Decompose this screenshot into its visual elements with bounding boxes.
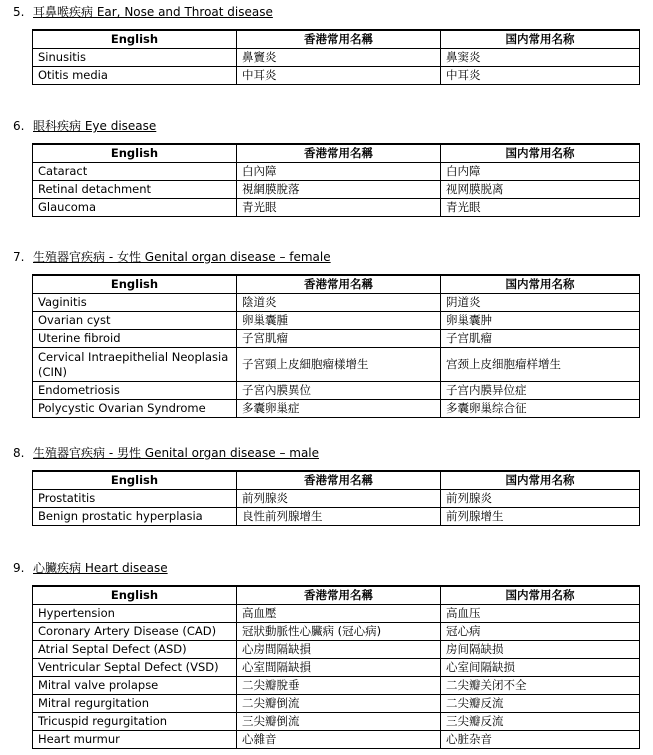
cell-hk: 二尖瓣倒流: [237, 695, 441, 713]
cell-cn: 阴道炎: [441, 294, 640, 312]
table-row: [33, 605, 640, 623]
cell-cn: 冠心病: [441, 623, 640, 641]
column-header-cn: 国内常用名称: [441, 144, 640, 163]
table-row: [33, 330, 640, 348]
column-header-cn: 国内常用名称: [441, 30, 640, 49]
cell-cn: 子宫肌瘤: [441, 330, 640, 348]
cell-hk: 子宮肌瘤: [237, 330, 441, 348]
cell-english: Cervical Intraepithelial Neoplasia (CIN): [33, 348, 237, 382]
table-row: [33, 713, 640, 731]
section-heading: [13, 4, 273, 20]
section-number: 6.: [13, 119, 25, 133]
cell-english: Otitis media: [33, 67, 237, 85]
cell-hk: 冠狀動脈性心臟病 (冠心病): [237, 623, 441, 641]
cell-hk: 陰道炎: [237, 294, 441, 312]
column-header-hk: 香港常用名稱: [237, 144, 441, 163]
cell-hk: 高血壓: [237, 605, 441, 623]
cell-english: Ventricular Septal Defect (VSD): [33, 659, 237, 677]
cell-hk: 中耳炎: [237, 67, 441, 85]
cell-cn: 高血压: [441, 605, 640, 623]
cell-hk: 心房間隔缺損: [237, 641, 441, 659]
table-header-row: [33, 275, 640, 294]
section-heading: [13, 118, 156, 134]
cell-english: Endometriosis: [33, 382, 237, 400]
cell-english: Tricuspid regurgitation: [33, 713, 237, 731]
terms-table: [32, 29, 640, 85]
cell-hk: 良性前列腺增生: [237, 508, 441, 526]
table-row: [33, 67, 640, 85]
cell-hk: 鼻竇炎: [237, 49, 441, 67]
table-row: [33, 731, 640, 749]
cell-english: Benign prostatic hyperplasia: [33, 508, 237, 526]
section-number: 5.: [13, 5, 25, 19]
table-row: [33, 490, 640, 508]
section-title: 耳鼻喉疾病 Ear, Nose and Throat disease: [33, 5, 273, 19]
column-header-hk: 香港常用名稱: [237, 30, 441, 49]
cell-hk: 多囊卵巢症: [237, 400, 441, 418]
terms-table: [32, 274, 640, 418]
cell-hk: 青光眼: [237, 199, 441, 217]
cell-hk: 子宮頸上皮細胞瘤樣增生: [237, 348, 441, 382]
cell-english: Uterine fibroid: [33, 330, 237, 348]
cell-cn: 子宫内膜异位症: [441, 382, 640, 400]
table-row: [33, 181, 640, 199]
column-header-english: English: [33, 586, 237, 605]
table-header-row: [33, 30, 640, 49]
cell-cn: 前列腺增生: [441, 508, 640, 526]
cell-cn: 白内障: [441, 163, 640, 181]
cell-english: Mitral regurgitation: [33, 695, 237, 713]
cell-hk: 三尖瓣倒流: [237, 713, 441, 731]
table-row: [33, 677, 640, 695]
table-row: [33, 49, 640, 67]
cell-english: Prostatitis: [33, 490, 237, 508]
cell-english: Coronary Artery Disease (CAD): [33, 623, 237, 641]
table-row: [33, 400, 640, 418]
section-heading: [13, 445, 319, 461]
table-row: [33, 641, 640, 659]
terms-table: [32, 470, 640, 526]
cell-cn: 房间隔缺损: [441, 641, 640, 659]
cell-hk: 子宮內膜異位: [237, 382, 441, 400]
section-title: 心臟疾病 Heart disease: [33, 561, 168, 575]
cell-hk: 心室間隔缺損: [237, 659, 441, 677]
cell-english: Vaginitis: [33, 294, 237, 312]
cell-english: Hypertension: [33, 605, 237, 623]
cell-cn: 青光眼: [441, 199, 640, 217]
section-number: 8.: [13, 446, 25, 460]
cell-english: Atrial Septal Defect (ASD): [33, 641, 237, 659]
table-row: [33, 695, 640, 713]
cell-cn: 鼻窦炎: [441, 49, 640, 67]
cell-cn: 中耳炎: [441, 67, 640, 85]
column-header-english: English: [33, 471, 237, 490]
cell-cn: 二尖瓣反流: [441, 695, 640, 713]
column-header-english: English: [33, 275, 237, 294]
cell-hk: 卵巢囊腫: [237, 312, 441, 330]
column-header-hk: 香港常用名稱: [237, 471, 441, 490]
cell-english: Ovarian cyst: [33, 312, 237, 330]
table-row: [33, 163, 640, 181]
table-row: [33, 294, 640, 312]
table-row: [33, 312, 640, 330]
cell-cn: 视网膜脱离: [441, 181, 640, 199]
column-header-cn: 国内常用名称: [441, 471, 640, 490]
cell-english: Sinusitis: [33, 49, 237, 67]
cell-cn: 卵巢囊肿: [441, 312, 640, 330]
table-row: [33, 623, 640, 641]
section-title: 生殖器官疾病 - 男性 Genital organ disease – male: [33, 446, 320, 460]
section-number: 7.: [13, 250, 25, 264]
cell-cn: 宫颈上皮细胞瘤样增生: [441, 348, 640, 382]
table-header-row: [33, 586, 640, 605]
cell-hk: 前列腺炎: [237, 490, 441, 508]
cell-english: Cataract: [33, 163, 237, 181]
column-header-english: English: [33, 144, 237, 163]
cell-hk: 白內障: [237, 163, 441, 181]
cell-cn: 心脏杂音: [441, 731, 640, 749]
cell-english: Glaucoma: [33, 199, 237, 217]
column-header-english: English: [33, 30, 237, 49]
table-header-row: [33, 144, 640, 163]
table-row: [33, 199, 640, 217]
column-header-hk: 香港常用名稱: [237, 586, 441, 605]
cell-english: Mitral valve prolapse: [33, 677, 237, 695]
cell-cn: 二尖瓣关闭不全: [441, 677, 640, 695]
cell-english: Polycystic Ovarian Syndrome: [33, 400, 237, 418]
cell-cn: 三尖瓣反流: [441, 713, 640, 731]
table-row: [33, 382, 640, 400]
cell-english: Retinal detachment: [33, 181, 237, 199]
cell-hk: 二尖瓣脫垂: [237, 677, 441, 695]
section-number: 9.: [13, 561, 25, 575]
cell-cn: 心室间隔缺损: [441, 659, 640, 677]
cell-hk: 心雜音: [237, 731, 441, 749]
column-header-cn: 国内常用名称: [441, 275, 640, 294]
table-row: [33, 659, 640, 677]
cell-cn: 前列腺炎: [441, 490, 640, 508]
section-title: 生殖器官疾病 - 女性 Genital organ disease – female: [33, 250, 331, 264]
terms-table: [32, 585, 640, 749]
terms-table: [32, 143, 640, 217]
section-title: 眼科疾病 Eye disease: [33, 119, 157, 133]
cell-english: Heart murmur: [33, 731, 237, 749]
cell-cn: 多囊卵巢综合征: [441, 400, 640, 418]
column-header-hk: 香港常用名稱: [237, 275, 441, 294]
table-row: [33, 348, 640, 382]
section-heading: [13, 560, 168, 576]
column-header-cn: 国内常用名称: [441, 586, 640, 605]
table-header-row: [33, 471, 640, 490]
table-row: [33, 508, 640, 526]
section-heading: [13, 249, 331, 265]
cell-hk: 視網膜脫落: [237, 181, 441, 199]
